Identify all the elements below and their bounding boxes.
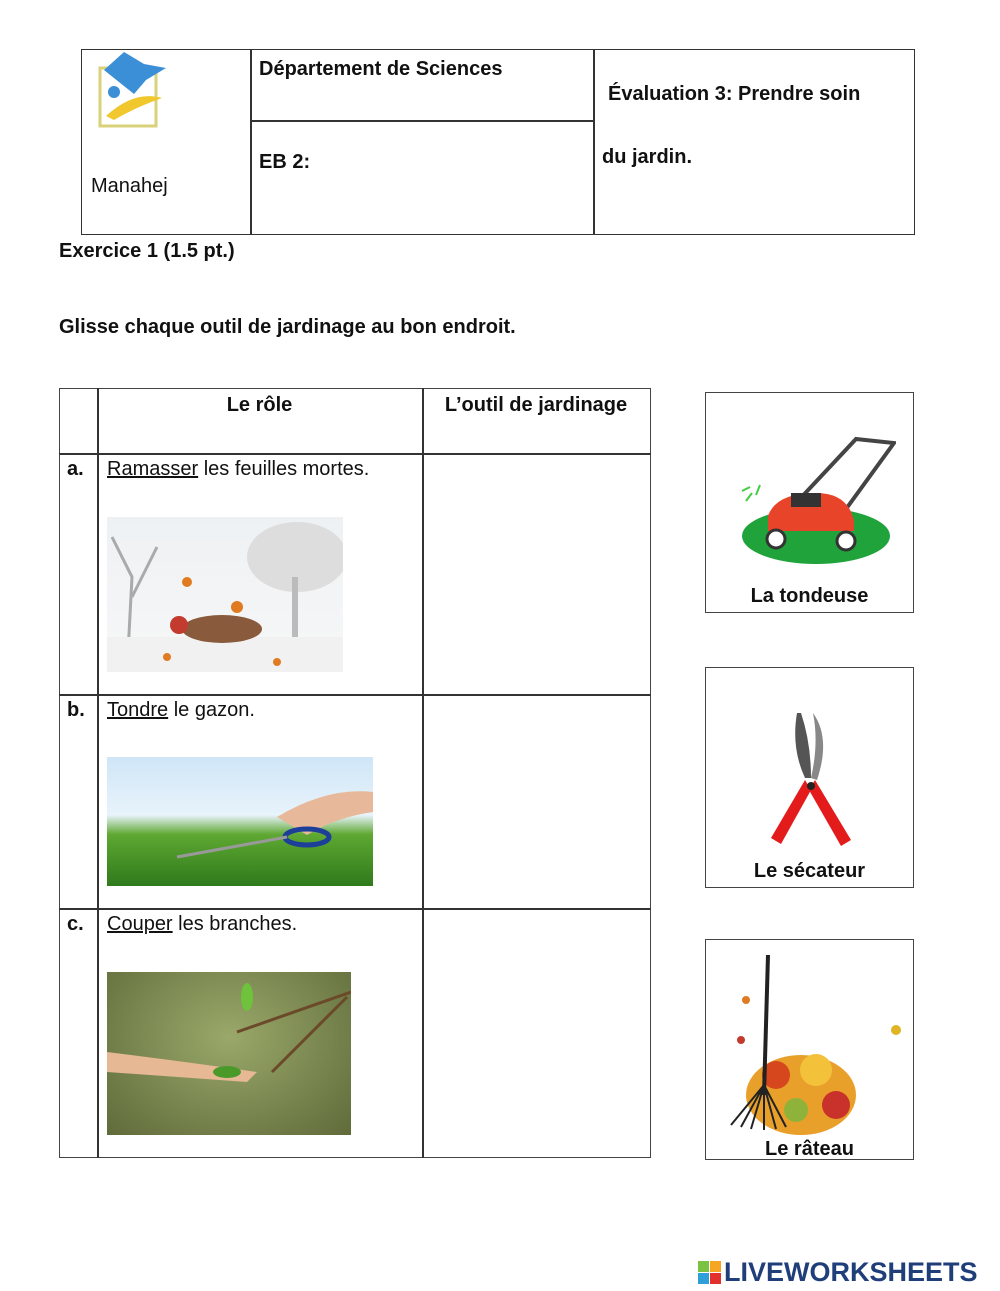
school-logo (94, 50, 170, 130)
row-role (107, 699, 255, 722)
exercise-title: Exercice 1 (1.5 pt.) (59, 240, 235, 262)
role-text: le gazon. (168, 699, 255, 721)
lawnmower-icon (736, 431, 896, 571)
column-header-tool: L’outil de jardinage (444, 394, 628, 416)
rake-icon (716, 955, 906, 1140)
cutting-grass-image (107, 757, 373, 886)
row-letter: b. (67, 699, 85, 721)
evaluation-title-line2: du jardin. (602, 146, 692, 168)
answer-drop-zone-b[interactable] (424, 696, 649, 907)
live-badge-icon (698, 1261, 721, 1284)
raking-leaves-image (107, 517, 343, 672)
logo-caption: Manahej (91, 175, 168, 197)
role-text: les branches. (172, 913, 298, 935)
tool-card-lawnmower[interactable] (705, 392, 914, 613)
branch-image (107, 972, 351, 1135)
brand-text: LIVEWORKSHEETS (724, 1257, 978, 1287)
role-verb: Ramasser (107, 458, 199, 480)
tool-label: La tondeuse (750, 585, 869, 607)
tool-label: Le sécateur (753, 860, 866, 882)
tool-label: Le râteau (765, 1138, 854, 1160)
row-letter: c. (67, 913, 84, 935)
answer-drop-zone-c[interactable] (424, 910, 649, 1156)
role-verb: Tondre (107, 699, 169, 721)
role-verb: Couper (107, 913, 173, 935)
row-role (107, 913, 297, 936)
row-letter: a. (67, 458, 84, 480)
tool-card-rake[interactable] (705, 939, 914, 1160)
answer-drop-zone-a[interactable] (424, 455, 649, 693)
exercise-instruction: Glisse chaque outil de jardinage au bon endroit. (59, 316, 516, 338)
pruning-shears-icon (761, 708, 861, 848)
evaluation-title-line1: Évaluation 3: Prendre soin (608, 83, 861, 105)
department-title: Département de Sciences (259, 58, 503, 80)
row-role (107, 458, 369, 481)
column-header-role: Le rôle (226, 394, 293, 416)
tool-card-pruning-shears[interactable] (705, 667, 914, 888)
liveworksheets-logo (698, 1257, 978, 1288)
grade-label: EB 2: (259, 151, 311, 173)
role-text: les feuilles mortes. (198, 458, 370, 480)
